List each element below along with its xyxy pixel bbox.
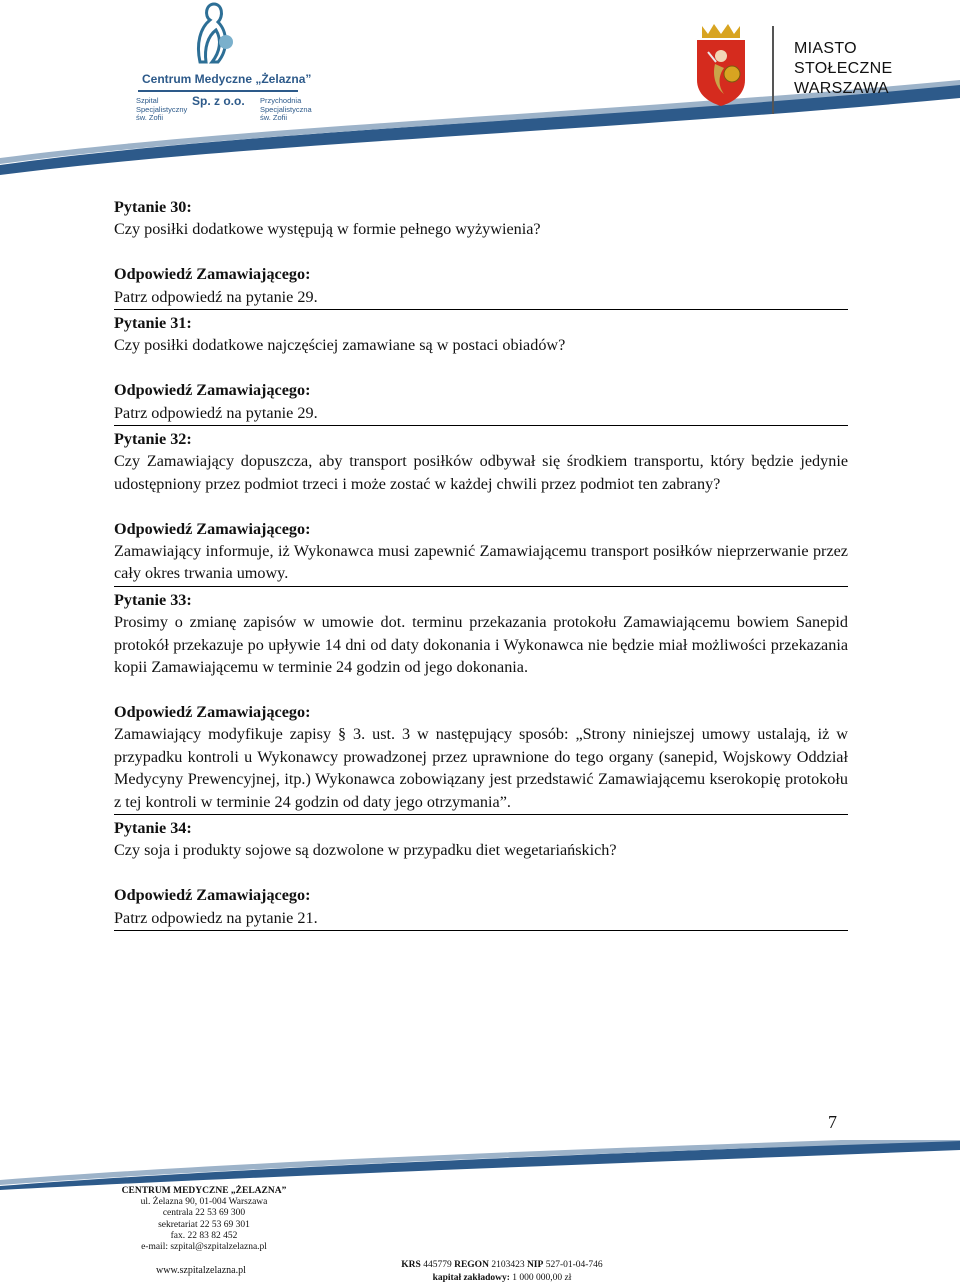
footer-address: ul. Żelazna 90, 01-004 Warszawa: [140, 1197, 268, 1208]
answer-text: Zamawiający informuje, iż Wykonawca musi zapewnić Zamawiającemu transport posiłków nieprzerwanie przez cały okres trwania umowy.: [114, 542, 848, 583]
question-text: Czy soja i produkty sojowe są dozwolone w przypadku diet wegetariańskich?: [114, 841, 617, 860]
qa-block-34: [114, 817, 848, 931]
question-text: Czy posiłki dodatkowe występują w formie pełnego wyżywienia?: [114, 220, 541, 239]
krs-label: KRS: [401, 1260, 421, 1270]
qa-content: [114, 196, 848, 931]
answer-label: Odpowiedź Zamawiającego:: [114, 519, 311, 538]
question-label: Pytanie 30:: [114, 198, 192, 216]
footer-website-link[interactable]: www.szpitalzelazna.pl: [156, 1265, 246, 1276]
answer-text: Patrz odpowiedz na pytanie 21.: [114, 908, 318, 927]
org-left-subtitle: Szpital Specjalistyczny św. Zofii: [136, 96, 188, 122]
nip-value: 527-01-04-746: [545, 1260, 603, 1270]
footer-contact: [104, 1186, 304, 1253]
mother-child-logo-icon: [186, 2, 242, 68]
page-header: [0, 0, 960, 175]
footer-phone-secretariat: sekretariat 22 53 69 301: [158, 1219, 250, 1230]
answer-label: Odpowiedź Zamawiającego:: [114, 265, 311, 284]
regon-value: 2103423: [491, 1260, 525, 1270]
question-text: Prosimy o zmianę zapisów w umowie dot. terminu przekazania protokołu Zamawiającemu bowiem Sanepid protokół przekazuje po upływie 14 dni od daty dokonania i Wykonawca nie będzie miał możliwości przekazania kopii Zamawiającemu w terminie 24 godzin od jego dokonania.: [114, 613, 848, 677]
org-company-form: Sp. z o.o.: [192, 94, 245, 108]
question-label: Pytanie 34:: [114, 818, 192, 837]
answer-label: Odpowiedź Zamawiającego:: [114, 381, 311, 400]
crest-divider: [772, 26, 774, 114]
answer-text: Patrz odpowiedź na pytanie 29.: [114, 403, 318, 422]
qa-block-33: [114, 589, 848, 815]
org-right-subtitle: Przychodnia Specjalistyczna św. Zofii: [260, 96, 312, 122]
question-text: Czy posiłki dodatkowe najczęściej zamawiane są w postaci obiadów?: [114, 336, 566, 355]
nip-label: NIP: [526, 1260, 544, 1270]
qa-block-31: [114, 312, 848, 426]
answer-label: Odpowiedź Zamawiającego:: [114, 702, 311, 721]
city-name: MIASTO STOŁECZNE WARSZAWA: [794, 40, 893, 97]
qa-block-30: [114, 196, 848, 310]
footer-phone-central: centrala 22 53 69 300: [162, 1208, 246, 1219]
hospital-logo: [128, 0, 312, 125]
answer-label: Odpowiedź Zamawiającego:: [114, 886, 311, 905]
question-label: Pytanie 32:: [114, 430, 192, 449]
warsaw-crest-icon: [694, 22, 748, 106]
footer-org-name: CENTRUM MEDYCZNE „ŻELAZNA”: [121, 1186, 287, 1196]
question-label: Pytanie 31:: [114, 314, 192, 333]
footer-registry-line: [382, 1259, 622, 1272]
footer-legal: [382, 1259, 622, 1285]
page-number: 7: [828, 1112, 837, 1132]
regon-label: REGON: [454, 1260, 489, 1270]
org-underline: [138, 90, 298, 92]
question-text: Czy Zamawiający dopuszcza, aby transport posiłków odbywał się środkiem transportu, który będzie jedynie udostępniony przez podmiot trzeci i może zostać w każdej chwili przez podmiot ten zabrany?: [114, 452, 848, 493]
qa-block-32: [114, 428, 848, 587]
capital-value: 1 000 000,00 zł: [512, 1273, 572, 1283]
org-name: Centrum Medyczne „Żelazna”: [142, 72, 312, 86]
answer-text: Patrz odpowiedź na pytanie 29.: [114, 287, 318, 306]
question-label: Pytanie 33:: [114, 590, 192, 609]
answer-text: Zamawiający modyfikuje zapisy § 3. ust. 3 w następujący sposób: „Strony niniejszej umowy ustalają, iż w przypadku kontroli u Wykonawcy prowadzonej przez uprawnione do tego organy (sanepid, Wojskowy Oddział Medycyny Prewencyjnej, itp.) Wykonawca zobowiązany jest przedstawić Zamawiającemu kserokopię protokołu z tej kontroli w terminie 24 godzin od daty jego otrzymania”.: [114, 725, 848, 811]
krs-value: 445779: [423, 1260, 452, 1270]
footer-capital-line: [382, 1272, 622, 1285]
footer-fax: fax. 22 83 82 452: [170, 1230, 238, 1241]
footer-email[interactable]: e-mail: szpital@szpitalzelazna.pl: [141, 1242, 267, 1253]
capital-label: kapitał zakładowy:: [432, 1273, 510, 1283]
footer-swoosh-decoration: [0, 1140, 960, 1190]
